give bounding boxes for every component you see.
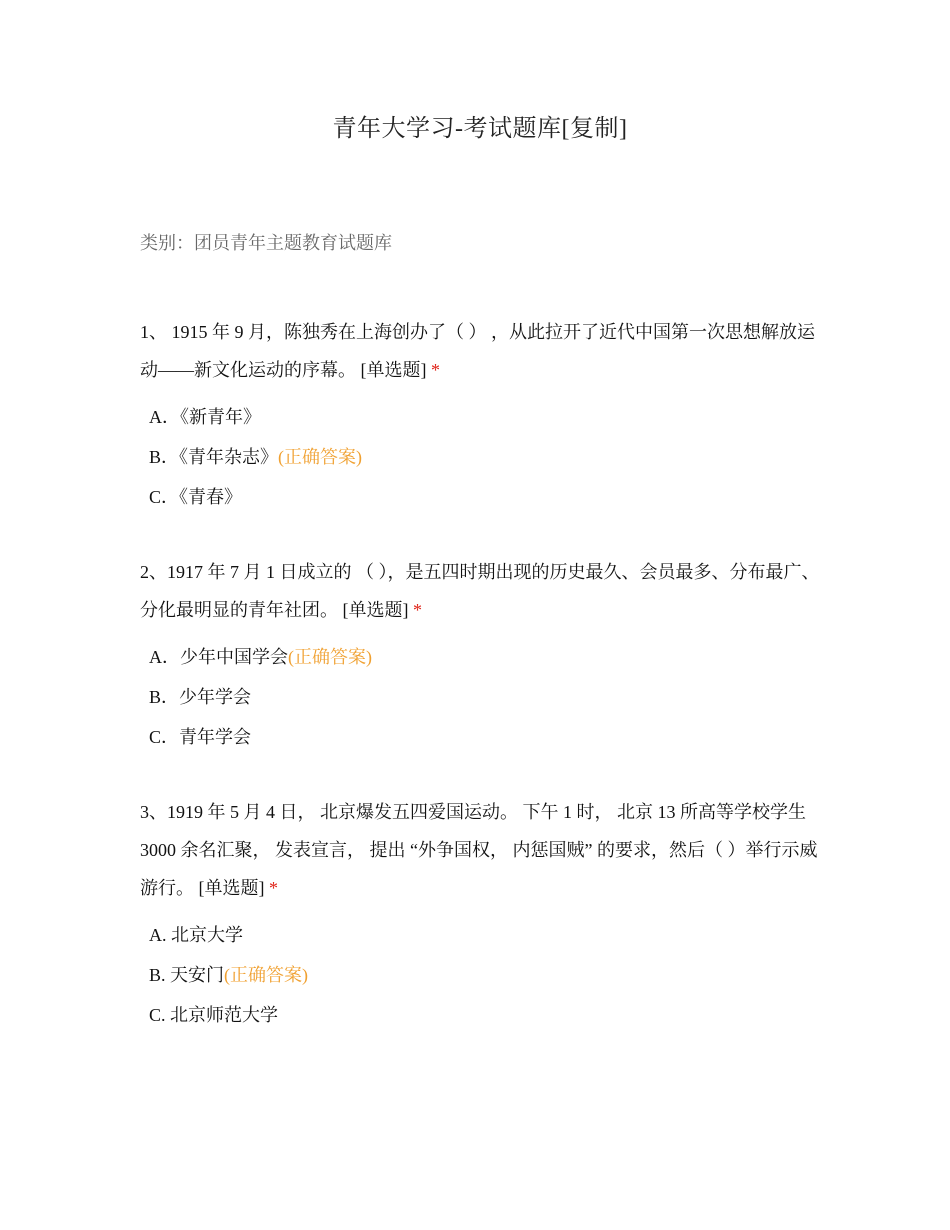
option-label: C. 北京师范大学 (149, 1005, 279, 1025)
option-label: A．《新青年》 (149, 407, 261, 427)
option-list (140, 397, 820, 517)
option-b (149, 677, 820, 717)
option-b (149, 437, 820, 477)
option-a (149, 915, 820, 955)
question-3 (140, 793, 820, 1035)
question-text (140, 313, 820, 389)
option-list (140, 637, 820, 757)
question-type-badge: [单选题] (198, 878, 265, 898)
question-1 (140, 313, 820, 517)
option-label: C．青年学会 (149, 727, 252, 747)
option-label: B. 天安门 (149, 965, 225, 985)
question-type-badge: [单选题] (360, 360, 427, 380)
question-1-stem: 1、 1915 年 9 月，陈独秀在上海创办了（ ） ，从此拉开了近代中国第一次思想解放运动——新文化运动的序幕。 (140, 322, 815, 380)
page-title: 青年大学习-考试题库[复制] (332, 116, 628, 142)
option-a (149, 637, 820, 677)
option-c (149, 717, 820, 757)
option-a (149, 397, 820, 437)
option-label: B．少年学会 (149, 687, 252, 707)
option-label: A．少年中国学会 (149, 647, 288, 667)
question-text (140, 553, 820, 629)
question-3-stem: 3、1919 年 5 月 4 日， 北京爆发五四爱国运动。 下午 1 时， 北京 13 所高等学校学生 3000 余名汇聚， 发表宣言， 提出 “外争国权， 内惩国贼” 的要求，然后（ ）举行示威游行。 (140, 802, 818, 898)
question-text (140, 793, 820, 907)
required-marker: * (431, 360, 440, 380)
correct-answer-tag: (正确答案) (288, 647, 372, 667)
option-c (149, 995, 820, 1035)
required-marker: * (413, 600, 422, 620)
correct-answer-tag: (正确答案) (224, 965, 309, 985)
required-marker: * (269, 878, 278, 898)
option-label: A. 北京大学 (149, 925, 243, 945)
question-2-stem: 2、1917 年 7 月 1 日成立的 （ ），是五四时期出现的历史最久、会员最多、分布最广、分化最明显的青年社团。 (140, 562, 820, 620)
correct-answer-tag: (正确答案) (278, 447, 363, 467)
option-label: B．《青年杂志》 (149, 447, 279, 467)
question-type-badge: [单选题] (342, 600, 409, 620)
option-c (149, 477, 820, 517)
question-2 (140, 553, 820, 757)
category-label: 类别：团员青年主题教育试题库 (140, 233, 392, 254)
option-label: C．《青春》 (149, 487, 243, 507)
option-list (140, 915, 820, 1035)
option-b (149, 955, 820, 995)
